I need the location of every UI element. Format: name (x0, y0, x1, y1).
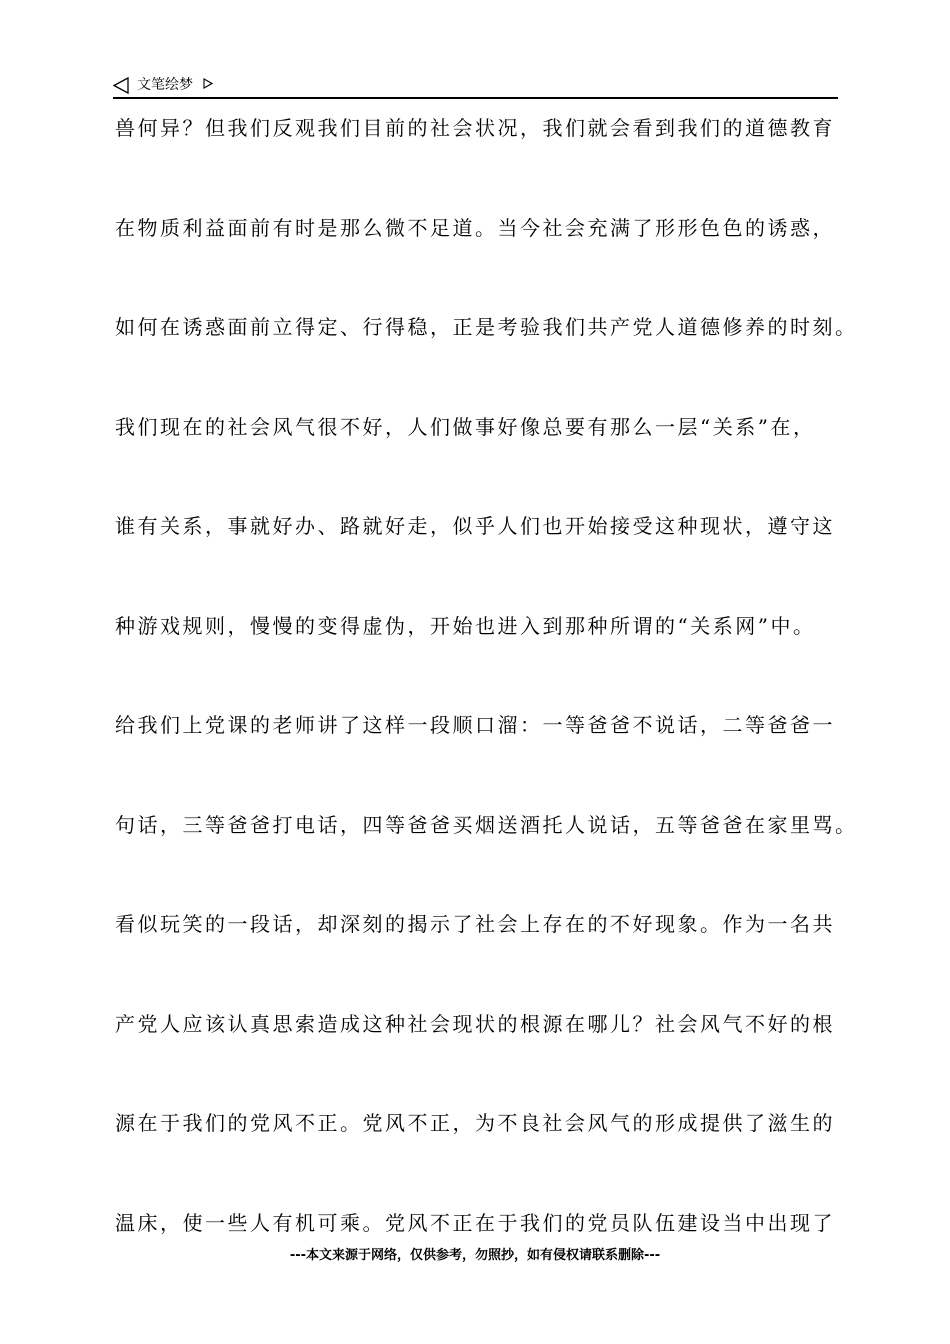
body-line: 在物质利益面前有时是那么微不足道。当今社会充满了形形色色的诱惑， (115, 215, 835, 240)
body-line: 兽何异？但我们反观我们目前的社会状况，我们就会看到我们的道德教育 (115, 116, 835, 140)
body-line: 源在于我们的党风不正。党风不正，为不良社会风气的形成提供了滋生的 (115, 1111, 835, 1135)
body-line: 种游戏规则，慢慢的变得虚伪，开始也进入到那种所谓的“关系网”中。 (115, 613, 816, 638)
document-body (115, 116, 875, 1310)
body-line: 谁有关系，事就好办、路就好走，似乎人们也开始接受这种现状，遵守这 (115, 514, 835, 538)
header-divider (113, 97, 838, 99)
body-line: 产党人应该认真思索造成这种社会现状的根源在哪儿？社会风气不好的根 (115, 1011, 835, 1036)
triangle-left-icon (113, 77, 129, 94)
body-line: 给我们上党课的老师讲了这样一段顺口溜：一等爸爸不说话，二等爸爸一 (115, 713, 835, 737)
page-header (113, 74, 838, 96)
triangle-right-icon (203, 76, 213, 87)
body-line: 句话，三等爸爸打电话，四等爸爸买烟送酒托人说话，五等爸爸在家里骂。 (115, 812, 858, 837)
body-line: 如何在诱惑面前立得定、行得稳，正是考验我们共产党人道德修养的时刻。 (115, 315, 858, 339)
body-line: 看似玩笑的一段话，却深刻的揭示了社会上存在的不好现象。作为一名共 (115, 912, 835, 936)
body-line: 温床，使一些人有机可乘。党风不正在于我们的党员队伍建设当中出现了 (115, 1210, 835, 1235)
header-title: 文笔绘梦 (137, 77, 193, 93)
body-line: 我们现在的社会风气很不好，人们做事好像总要有那么一层“关系”在， (115, 414, 816, 439)
footer-notice: ---本文来源于网络，仅供参考，勿照抄，如有侵权请联系删除--- (289, 1248, 661, 1263)
